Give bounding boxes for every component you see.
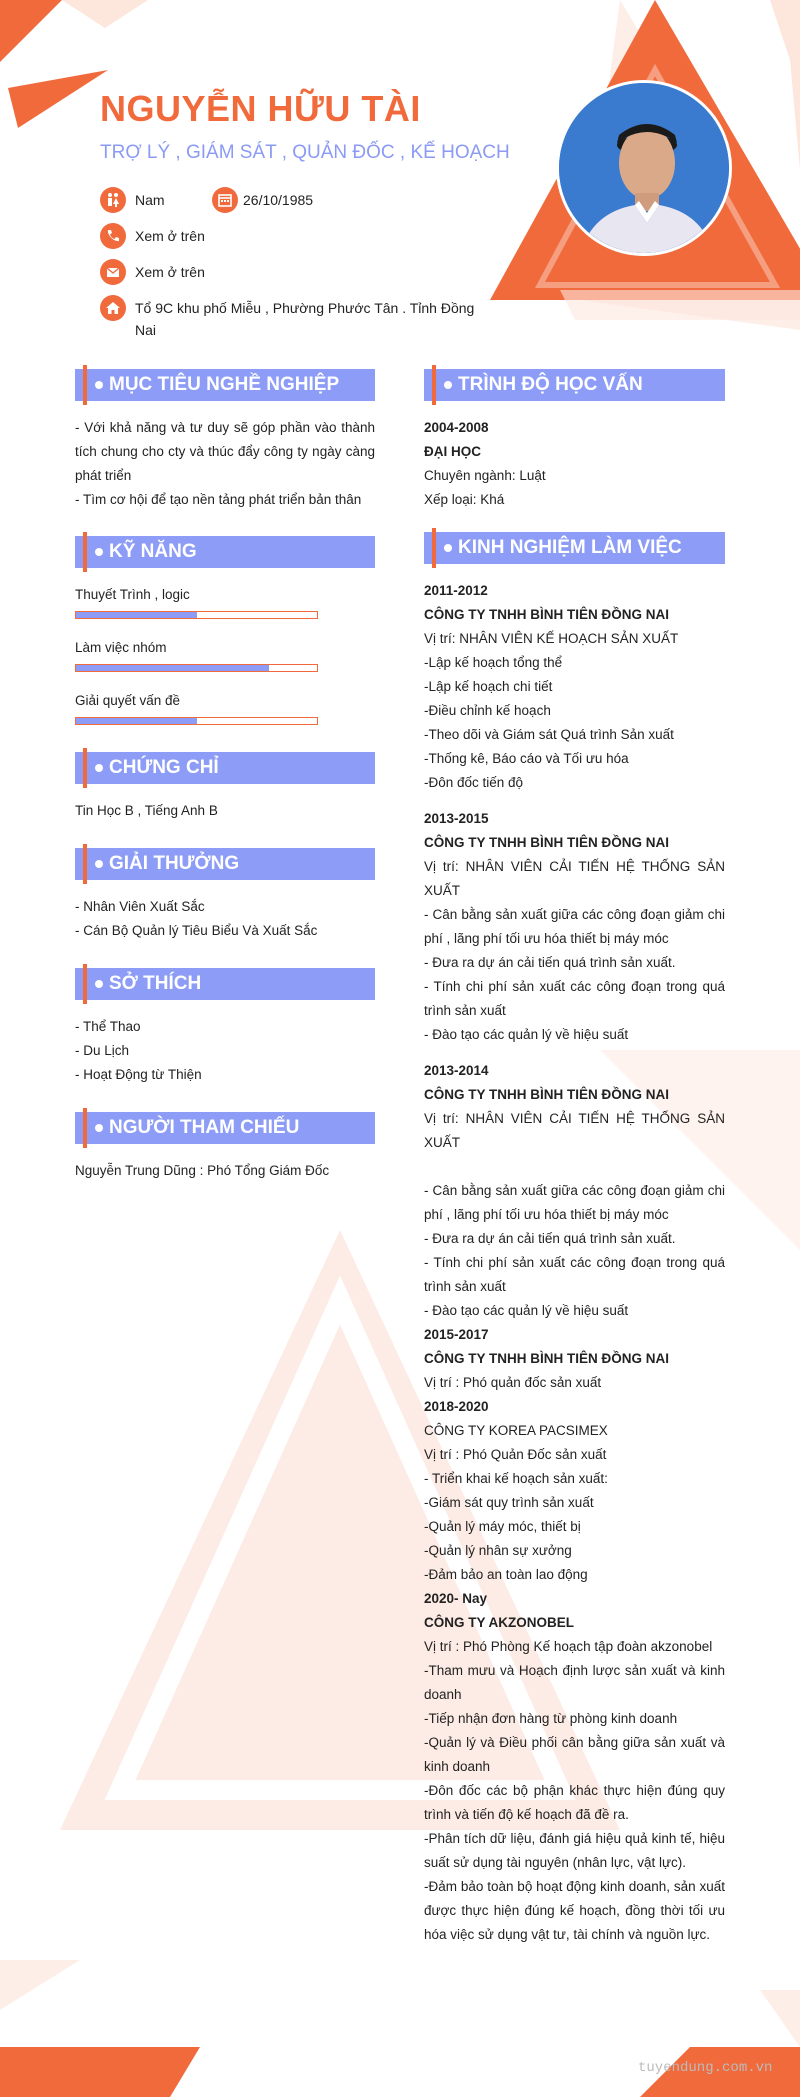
section-title: GIẢI THƯỞNG (109, 853, 240, 874)
home-icon (100, 295, 126, 321)
job-period: 2013-2014 (424, 1063, 489, 1078)
job-duty: - Triển khai kế hoạch sản xuất: (424, 1471, 608, 1486)
objective-line: - Với khả năng và tư duy sẽ góp phần vào thành tích chung cho cty và thúc đẩy công ty ngày càng phát triển (75, 420, 375, 483)
experience-block (424, 579, 725, 1947)
job-duty: -Giám sát quy trình sản xuất (424, 1495, 594, 1510)
job-duty: -Đôn đốc tiến độ (424, 775, 524, 790)
job-title: TRỢ LÝ , GIÁM SÁT , QUẢN ĐỐC , KẾ HOẠCH (100, 142, 510, 163)
award-item: - Nhân Viên Xuất Sắc (75, 899, 205, 914)
job-role: Vị trí: NHÂN VIÊN KẾ HOẠCH SẢN XUẤT (424, 631, 679, 646)
job-duty: - Đào tạo các quản lý về hiệu suất (424, 1027, 629, 1042)
job-company: CÔNG TY KOREA PACSIMEX (424, 1423, 608, 1438)
job-period: 2020- Nay (424, 1591, 488, 1606)
skill-bar-fill (76, 665, 269, 671)
job-duty: -Lập kế hoạch tổng thể (424, 655, 563, 670)
job-duty: - Đưa ra dự án cải tiến quá trình sản xuất. (424, 955, 676, 970)
job-role: Vị trí : Phó quản đốc sản xuất (424, 1375, 602, 1390)
address-line-1: Tổ 9C khu phố Miễu , Phường Phước Tân . Tỉnh Đồng (135, 300, 475, 316)
section-title: MỤC TIÊU NGHỀ NGHIỆP (109, 374, 340, 395)
job-company: CÔNG TY TNHH BÌNH TIÊN ĐỒNG NAI (424, 1351, 670, 1366)
certificates-text: Tin Học B , Tiếng Anh B (75, 803, 218, 818)
job-role: Vị trí: NHÂN VIÊN CẢI TIẾN HỆ THỐNG SẢN XUẤT (424, 1111, 725, 1150)
job-company: CÔNG TY AKZONOBEL (424, 1615, 575, 1630)
award-item: - Cán Bộ Quản lý Tiêu Biểu Và Xuất Sắc (75, 923, 318, 938)
job-duty: -Đôn đốc các bộ phận khác thực hiện đúng quy trình và tiến độ kế hoạch đã đề ra. (424, 1783, 725, 1822)
education-rank: Xếp loại: Khá (424, 492, 505, 507)
awards-list (75, 895, 375, 943)
section-title: CHỨNG CHỈ (109, 757, 219, 778)
job-duty: -Phân tích dữ liệu, đánh giá hiệu quả kinh tế, hiệu suất sử dụng tài nguyên (nhân lực, vật lực). (424, 1831, 725, 1870)
person-photo-icon (559, 83, 732, 256)
job-duty: -Quản lý nhân sự xưởng (424, 1543, 572, 1558)
education-block (424, 416, 725, 512)
email-value[interactable]: Xem ở trên (135, 264, 205, 280)
education-school: ĐẠI HỌC (424, 444, 481, 459)
section-title: KỸ NĂNG (109, 541, 197, 562)
job-role: Vị trí : Phó Phòng Kế hoạch tập đoàn akzonobel (424, 1639, 713, 1654)
job-period: 2018-2020 (424, 1399, 489, 1414)
job-company: CÔNG TY TNHH BÌNH TIÊN ĐỒNG NAI (424, 835, 670, 850)
job-duty: -Tham mưu và Hoạch định lược sản xuất và kinh doanh (424, 1663, 725, 1702)
section-references-heading (75, 1112, 375, 1144)
skill-bar (75, 717, 318, 725)
hobby-item: - Du Lịch (75, 1043, 130, 1058)
skill-label: Làm việc nhóm (75, 640, 167, 655)
candidate-name: NGUYỄN HỮU TÀI (100, 88, 421, 129)
hobby-item: - Hoạt Động từ Thiện (75, 1067, 202, 1082)
job-role: Vị trí: NHÂN VIÊN CẢI TIẾN HỆ THỐNG SẢN XUẤT (424, 859, 725, 898)
section-objective-heading (75, 369, 375, 401)
hobbies-list (75, 1015, 375, 1087)
job-duty: -Lập kế hoạch chi tiết (424, 679, 553, 694)
hobby-item: - Thể Thao (75, 1019, 141, 1034)
section-title: KINH NGHIỆM LÀM VIỆC (458, 537, 682, 558)
skill-bar-fill (76, 612, 197, 618)
job-duty: - Cân bằng sản xuất giữa các công đoạn giảm chi phí , lãng phí tối ưu hóa thiết bị máy móc (424, 907, 725, 946)
job-period: 2011-2012 (424, 583, 488, 598)
job-duty: - Đưa ra dự án cải tiến quá trình sản xuất. (424, 1231, 676, 1246)
section-title: NGƯỜI THAM CHIẾU (109, 1117, 300, 1138)
email-icon (100, 259, 126, 285)
job-duty: -Quản lý và Điều phối cân bằng giữa sản xuất và kinh doanh (424, 1735, 725, 1774)
phone-icon (100, 223, 126, 249)
job-period: 2015-2017 (424, 1327, 489, 1342)
job-duty: - Tính chi phí sản xuất các công đoạn trong quá trình sản xuất (424, 1255, 725, 1294)
phone-value[interactable]: Xem ở trên (135, 228, 205, 244)
section-education-heading (424, 369, 725, 401)
section-skills-heading (75, 536, 375, 568)
section-hobbies-heading (75, 968, 375, 1000)
skill-bar (75, 611, 318, 619)
job-duty: -Đảm bảo toàn bộ hoạt động kinh doanh, sản xuất được thực hiện đúng kế hoạch, đồng thời tối ưu hóa việc sử dụng vật tư, tài chính và nguồn lực. (424, 1879, 725, 1942)
education-major: Chuyên ngành: Luật (424, 468, 546, 483)
job-duty: - Đào tạo các quản lý về hiệu suất (424, 1303, 629, 1318)
section-awards-heading (75, 848, 375, 880)
gender-icon (100, 187, 126, 213)
job-company: CÔNG TY TNHH BÌNH TIÊN ĐỒNG NAI (424, 607, 670, 622)
references-text: Nguyễn Trung Dũng : Phó Tổng Giám Đốc (75, 1163, 330, 1178)
calendar-icon (212, 187, 238, 213)
section-certificates-heading (75, 752, 375, 784)
skill-label: Thuyết Trình , logic (75, 587, 190, 602)
objective-text (75, 416, 375, 512)
watermark: tuyendung.com.vn (638, 2060, 773, 2076)
job-company: CÔNG TY TNHH BÌNH TIÊN ĐỒNG NAI (424, 1087, 670, 1102)
objective-line: - Tìm cơ hội để tạo nền tảng phát triển bản thân (75, 492, 362, 507)
gender-value: Nam (135, 192, 165, 208)
dob-value: 26/10/1985 (243, 192, 314, 208)
job-duty: -Điều chỉnh kế hoạch (424, 703, 551, 718)
job-duty: - Tính chi phí sản xuất các công đoạn trong quá trình sản xuất (424, 979, 725, 1018)
job-duty: -Đảm bảo an toàn lao động (424, 1567, 588, 1582)
avatar (556, 80, 732, 256)
education-period: 2004-2008 (424, 420, 489, 435)
job-duty: - Cân bằng sản xuất giữa các công đoạn giảm chi phí , lãng phí tối ưu hóa thiết bị máy móc (424, 1183, 725, 1222)
job-duty: -Theo dõi và Giám sát Quá trình Sản xuất (424, 727, 674, 742)
section-experience-heading (424, 532, 725, 564)
job-duty: -Tiếp nhận đơn hàng từ phòng kinh doanh (424, 1711, 678, 1726)
job-period: 2013-2015 (424, 811, 489, 826)
address-line-2: Nai (135, 322, 157, 338)
address (135, 297, 475, 341)
section-title: TRÌNH ĐỘ HỌC VẤN (458, 374, 643, 395)
skill-label: Giải quyết vấn đề (75, 693, 181, 708)
job-role: Vị trí : Phó Quản Đốc sản xuất (424, 1447, 607, 1462)
section-title: SỞ THÍCH (109, 973, 202, 994)
job-duty: -Thống kê, Báo cáo và Tối ưu hóa (424, 751, 629, 766)
skill-bar-fill (76, 718, 197, 724)
skill-bar (75, 664, 318, 672)
job-duty: -Quản lý máy móc, thiết bị (424, 1519, 581, 1534)
